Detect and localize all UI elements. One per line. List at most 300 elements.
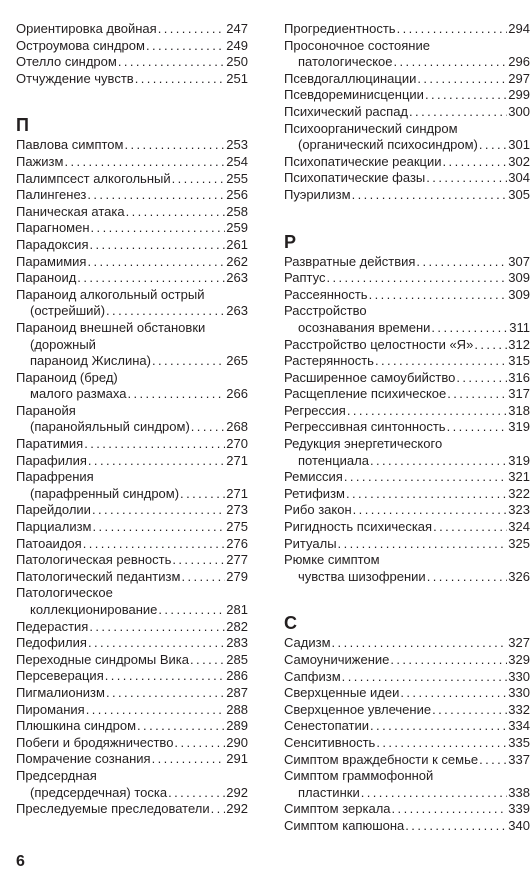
entry-page: 276 — [226, 535, 248, 551]
entry-page: 259 — [226, 220, 248, 236]
index-entry — [284, 502, 530, 519]
entry-term: Самоуничижение — [284, 652, 390, 667]
index-entry — [16, 370, 248, 403]
dot-leader — [479, 137, 507, 154]
dot-leader — [344, 469, 507, 486]
index-entry — [284, 768, 530, 801]
dot-leader — [369, 287, 508, 304]
entries-o — [16, 21, 248, 87]
entry-term: Парейдолии — [16, 502, 91, 518]
entry-term: осознавания времени — [298, 319, 431, 335]
entry-page: 309 — [508, 286, 530, 302]
dot-leader — [92, 502, 225, 519]
dot-leader — [392, 801, 508, 818]
entry-page: 309 — [508, 270, 530, 286]
index-entry — [16, 801, 248, 818]
index-entry — [16, 287, 248, 320]
entry-term: Ремиссия — [284, 469, 343, 485]
dot-leader — [390, 652, 507, 669]
dot-leader — [168, 785, 225, 802]
index-entry — [284, 652, 530, 669]
entries-s — [284, 635, 530, 834]
dot-leader — [375, 353, 507, 370]
dot-leader — [152, 751, 226, 768]
entry-term: Ригидность психическая — [284, 519, 433, 535]
entry-page: 268 — [226, 419, 248, 435]
entry-page: 249 — [226, 37, 248, 53]
entry-term: Палимпсест алкогольный — [16, 170, 171, 186]
index-entry — [16, 702, 248, 719]
entry-page: 338 — [508, 784, 530, 800]
dot-leader — [190, 652, 225, 669]
entry-page: 318 — [508, 402, 530, 418]
entry-page: 265 — [226, 353, 248, 369]
entry-line: Расстройство — [284, 303, 367, 319]
dot-leader — [83, 536, 226, 553]
entry-page: 337 — [508, 751, 530, 767]
entry-page: 312 — [508, 336, 530, 352]
entry-page: 307 — [508, 253, 530, 269]
index-entry — [284, 303, 530, 336]
entry-term: Псевдореминисценции — [284, 87, 424, 103]
index-entry — [284, 21, 530, 38]
entry-term: Переходные синдромы Вика — [16, 651, 190, 667]
entry-term: Парафилия — [16, 452, 87, 468]
entry-term: Преследуемые преследователи — [16, 801, 210, 817]
entry-term: чувства шизофрении — [298, 568, 426, 584]
dot-leader — [342, 669, 508, 686]
index-entry — [284, 337, 530, 354]
dot-leader — [181, 569, 225, 586]
entry-term: Патологическая ревность — [16, 552, 172, 568]
entry-term: Ориентировка двойная — [16, 21, 157, 36]
index-entry — [16, 154, 248, 171]
index-entry — [16, 436, 248, 453]
entry-page: 324 — [508, 519, 530, 535]
dot-leader — [427, 569, 508, 586]
entry-term: Регрессивная синтонность — [284, 419, 446, 435]
index-entry — [16, 237, 248, 254]
dot-leader — [158, 602, 225, 619]
entry-term: Раптус — [284, 270, 326, 286]
entry-page: 273 — [226, 502, 248, 518]
dot-leader — [172, 552, 225, 569]
entry-term: Растерянность — [284, 353, 374, 369]
index-entry — [284, 735, 530, 752]
index-entry — [284, 436, 530, 469]
entry-term: Парагномен — [16, 220, 90, 236]
entry-term: Отелло синдром — [16, 54, 117, 70]
entry-term: малого размаха — [30, 386, 127, 402]
entry-page: 282 — [226, 618, 248, 634]
index-entry — [284, 170, 530, 187]
entry-term: Психический распад — [284, 103, 409, 119]
index-entry — [284, 486, 530, 503]
entry-page: 256 — [226, 187, 248, 203]
index-entry — [16, 502, 248, 519]
dot-leader — [447, 419, 508, 436]
entry-term: Психопатические реакции — [284, 153, 442, 169]
index-entry — [284, 801, 530, 818]
entry-page: 263 — [226, 303, 248, 319]
entry-term: Сенестопатии — [284, 718, 370, 734]
dot-leader — [89, 237, 225, 254]
entry-page: 270 — [226, 436, 248, 452]
entry-term: (предсердечная) тоска — [30, 784, 168, 800]
entry-term: Педерастия — [16, 618, 89, 634]
dot-leader — [370, 453, 507, 470]
entry-term: Прогредиентность — [284, 21, 396, 36]
entry-page: 277 — [226, 552, 248, 568]
entry-term: Персеверация — [16, 668, 104, 684]
dot-leader — [433, 519, 507, 536]
index-entry — [284, 270, 530, 287]
entry-term: Остроумова синдром — [16, 37, 145, 53]
entry-page: 283 — [226, 635, 248, 651]
entry-page: 305 — [508, 186, 530, 202]
entry-page: 335 — [508, 734, 530, 750]
entry-page: 261 — [226, 236, 248, 252]
entry-page: 321 — [508, 469, 530, 485]
entry-term: (паранойяльный синдром) — [30, 419, 190, 435]
dot-leader — [87, 254, 225, 271]
entry-term: Садизм — [284, 635, 331, 651]
index-entry — [284, 187, 530, 204]
entry-term: Сапфизм — [284, 668, 341, 684]
entry-page: 279 — [226, 568, 248, 584]
entry-term: Плюшкина синдром — [16, 718, 137, 734]
entry-page: 297 — [508, 70, 530, 86]
entry-page: 262 — [226, 253, 248, 269]
index-entry — [16, 137, 248, 154]
entry-page: 250 — [226, 54, 248, 70]
entry-term: коллекционирование — [30, 602, 158, 617]
entry-term: (парафренный синдром) — [30, 485, 180, 501]
index-entry — [16, 453, 248, 470]
index-entry — [16, 768, 248, 801]
entry-term: Сверхценное увлечение — [284, 701, 432, 717]
entry-line: Паранойя — [16, 402, 76, 418]
index-entry — [16, 519, 248, 536]
index-entry — [16, 751, 248, 768]
index-entry — [16, 254, 248, 271]
index-entry — [16, 270, 248, 287]
entry-page: 301 — [508, 137, 530, 153]
right-column — [284, 21, 530, 835]
entry-term: потенциала — [298, 452, 369, 468]
entry-page: 289 — [226, 718, 248, 734]
entry-page: 327 — [508, 635, 530, 651]
entries-r — [284, 254, 530, 586]
index-entry — [16, 187, 248, 204]
entry-page: 254 — [226, 153, 248, 169]
entry-term: Патоаидоя — [16, 535, 82, 551]
dot-leader — [443, 154, 508, 171]
entry-term: патологическое — [298, 54, 393, 70]
dot-leader — [137, 718, 225, 735]
index-entry — [284, 38, 530, 71]
entry-page: 304 — [508, 170, 530, 186]
index-entry — [16, 220, 248, 237]
entry-term: Расстройство целостности «Я» — [284, 336, 474, 352]
dot-leader — [211, 801, 226, 818]
dot-leader — [127, 386, 225, 403]
dot-leader — [152, 353, 225, 370]
entry-page: 281 — [226, 602, 248, 617]
entries-p-continued — [284, 21, 530, 204]
entry-page: 330 — [508, 685, 530, 701]
entry-page: 326 — [508, 568, 530, 584]
page-number: 6 — [16, 853, 25, 870]
entry-term: Пажизм — [16, 153, 64, 169]
dot-leader — [91, 220, 226, 237]
index-entry — [284, 386, 530, 403]
dot-leader — [479, 752, 507, 769]
index-entry — [284, 403, 530, 420]
dot-leader — [106, 685, 225, 702]
entry-page: 255 — [226, 170, 248, 186]
entry-page: 330 — [508, 668, 530, 684]
entry-term: Пиромания — [16, 701, 85, 717]
entry-page: 290 — [226, 734, 248, 750]
index-entry — [16, 403, 248, 436]
entry-page: 275 — [226, 519, 248, 535]
index-entry — [16, 171, 248, 188]
entry-page: 317 — [508, 386, 530, 402]
entry-page: 251 — [226, 70, 248, 86]
index-entry — [284, 87, 530, 104]
entry-term: Симптом враждебности к семье — [284, 751, 479, 767]
section-letter-r: Р — [284, 231, 297, 252]
entry-term: Паническая атака — [16, 203, 125, 219]
index-entry — [284, 752, 530, 769]
index-entry — [16, 71, 248, 88]
entry-term: Ритуалы — [284, 535, 337, 551]
entry-term: Псевдогаллюцинации — [284, 70, 417, 86]
index-entry — [16, 718, 248, 735]
entry-line: Рюмке симптом — [284, 552, 380, 568]
entry-term: Расширенное самоубийство — [284, 369, 456, 385]
entry-page: 287 — [226, 684, 248, 700]
entry-term: Симптом зеркала — [284, 801, 391, 817]
entry-page: 294 — [508, 21, 530, 36]
index-entry — [16, 585, 248, 618]
left-column — [16, 21, 248, 818]
entry-page: 285 — [226, 651, 248, 667]
index-entry — [16, 536, 248, 553]
dot-leader — [426, 170, 507, 187]
index-entry — [284, 254, 530, 271]
entry-line: (дорожный — [30, 336, 96, 352]
dot-leader — [191, 419, 226, 436]
index-entry — [284, 154, 530, 171]
index-entry — [284, 519, 530, 536]
index-entry — [16, 635, 248, 652]
entry-term: Побеги и бродяжничество — [16, 734, 174, 750]
dot-leader — [87, 187, 225, 204]
index-entry — [16, 21, 248, 38]
entry-page: 311 — [509, 319, 530, 335]
entry-line: Просоночное состояние — [284, 37, 430, 53]
entry-page: 263 — [226, 270, 248, 286]
dot-leader — [447, 386, 507, 403]
dot-leader — [346, 486, 507, 503]
entry-page: 319 — [508, 419, 530, 435]
index-entry — [284, 635, 530, 652]
index-entry — [284, 419, 530, 436]
entry-page: 332 — [508, 701, 530, 717]
index-entry — [284, 669, 530, 686]
index-entry — [284, 287, 530, 304]
entry-page: 271 — [226, 485, 248, 501]
entry-line: Симптом граммофонной — [284, 768, 434, 784]
index-entry — [284, 818, 530, 835]
section-letter-s: С — [284, 613, 297, 634]
dot-leader — [135, 71, 226, 88]
entry-term: Рибо закон — [284, 502, 352, 518]
entry-page: 271 — [226, 452, 248, 468]
entry-page: 302 — [508, 153, 530, 169]
entry-line: Параноид алкогольный острый — [16, 286, 205, 302]
entry-term: Ретифизм — [284, 485, 345, 501]
dot-leader — [397, 21, 508, 38]
dot-leader — [158, 21, 226, 38]
entry-term: Регрессия — [284, 402, 346, 418]
entry-term: Психопатические фазы — [284, 170, 426, 186]
entry-page: 319 — [508, 452, 530, 468]
index-entry — [16, 204, 248, 221]
entry-page: 253 — [226, 137, 248, 153]
entry-line: Психоорганический синдром — [284, 120, 458, 136]
section-letter-p: П — [16, 115, 29, 136]
index-entry — [16, 668, 248, 685]
entry-term: Паратимия — [16, 436, 84, 452]
entry-page: 292 — [226, 801, 248, 817]
entry-page: 315 — [508, 353, 530, 369]
dot-leader — [405, 818, 507, 835]
dot-leader — [326, 270, 507, 287]
dot-leader — [376, 735, 507, 752]
dot-leader — [417, 71, 507, 88]
index-entry — [16, 735, 248, 752]
entry-term: Патологический педантизм — [16, 568, 181, 584]
index-entry — [284, 104, 530, 121]
index-entry — [284, 370, 530, 387]
dot-leader — [352, 187, 508, 204]
dot-leader — [456, 370, 507, 387]
entry-term: Отчуждение чувств — [16, 70, 134, 86]
dot-leader — [431, 320, 508, 337]
entry-page: 316 — [508, 369, 530, 385]
dot-leader — [93, 519, 226, 536]
index-entry — [284, 685, 530, 702]
dot-leader — [124, 137, 225, 154]
dot-leader — [416, 254, 507, 271]
entry-page: 266 — [226, 386, 248, 402]
entry-term: (органический психосиндром) — [298, 137, 478, 153]
dot-leader — [361, 785, 508, 802]
entry-line: Парафрения — [16, 469, 94, 485]
index-entry — [284, 718, 530, 735]
dot-leader — [409, 104, 507, 121]
entry-term: Парадоксия — [16, 236, 89, 252]
dot-leader — [64, 154, 225, 171]
entry-page: 291 — [226, 751, 248, 767]
entry-term: Пигмалионизм — [16, 684, 105, 700]
dot-leader — [118, 54, 225, 71]
entry-term: Сенситивность — [284, 734, 376, 750]
dot-leader — [88, 453, 225, 470]
dot-leader — [105, 668, 226, 685]
index-entry — [284, 353, 530, 370]
entry-page: 339 — [508, 801, 530, 817]
index-entry — [284, 552, 530, 585]
dot-leader — [332, 635, 508, 652]
dot-leader — [172, 171, 226, 188]
entry-term: Пуэрилизм — [284, 186, 351, 202]
entry-page: 286 — [226, 668, 248, 684]
index-entry — [284, 536, 530, 553]
index-entry — [16, 552, 248, 569]
dot-leader — [84, 436, 225, 453]
entry-page: 247 — [226, 21, 248, 36]
entry-page: 292 — [226, 784, 248, 800]
entry-term: Помрачение сознания — [16, 751, 151, 767]
entry-page: 322 — [508, 485, 530, 501]
dot-leader — [146, 38, 225, 55]
entry-line: Предсердная — [16, 767, 97, 783]
entry-page: 340 — [508, 817, 530, 833]
dot-leader — [432, 702, 507, 719]
dot-leader — [347, 403, 507, 420]
entry-term: (острейший) — [30, 303, 106, 319]
entry-term: Павлова симптом — [16, 137, 124, 153]
entry-term: Развратные действия — [284, 253, 416, 269]
entry-term: Сверхценные идеи — [284, 685, 400, 701]
entry-term: пластинки — [298, 784, 360, 800]
dot-leader — [180, 486, 225, 503]
entry-term: Рассеянность — [284, 286, 368, 302]
entry-line: Параноид (бред) — [16, 369, 118, 385]
index-entry — [284, 71, 530, 88]
dot-leader — [88, 635, 225, 652]
entry-page: 288 — [226, 701, 248, 717]
entry-page: 325 — [508, 535, 530, 551]
dot-leader — [370, 718, 507, 735]
entry-line: Редукция энергетического — [284, 436, 443, 452]
entry-term: Палингенез — [16, 187, 87, 203]
entry-term: Симптом капюшона — [284, 817, 405, 833]
entry-page: 296 — [508, 54, 530, 70]
entry-page: 300 — [508, 103, 530, 119]
index-entry — [284, 702, 530, 719]
index-entry — [16, 38, 248, 55]
dot-leader — [126, 204, 226, 221]
dot-leader — [474, 337, 507, 354]
dot-leader — [77, 270, 225, 287]
dot-leader — [353, 502, 508, 519]
entry-term: Расщепление психическое — [284, 386, 447, 402]
entry-term: Педофилия — [16, 635, 87, 651]
entry-term: Параноид — [16, 270, 77, 286]
entry-line: Патологическое — [16, 585, 113, 601]
entry-page: 323 — [508, 502, 530, 518]
dot-leader — [400, 685, 507, 702]
index-entry — [16, 469, 248, 502]
dot-leader — [394, 54, 508, 71]
index-entry — [16, 54, 248, 71]
entries-p — [16, 137, 248, 817]
